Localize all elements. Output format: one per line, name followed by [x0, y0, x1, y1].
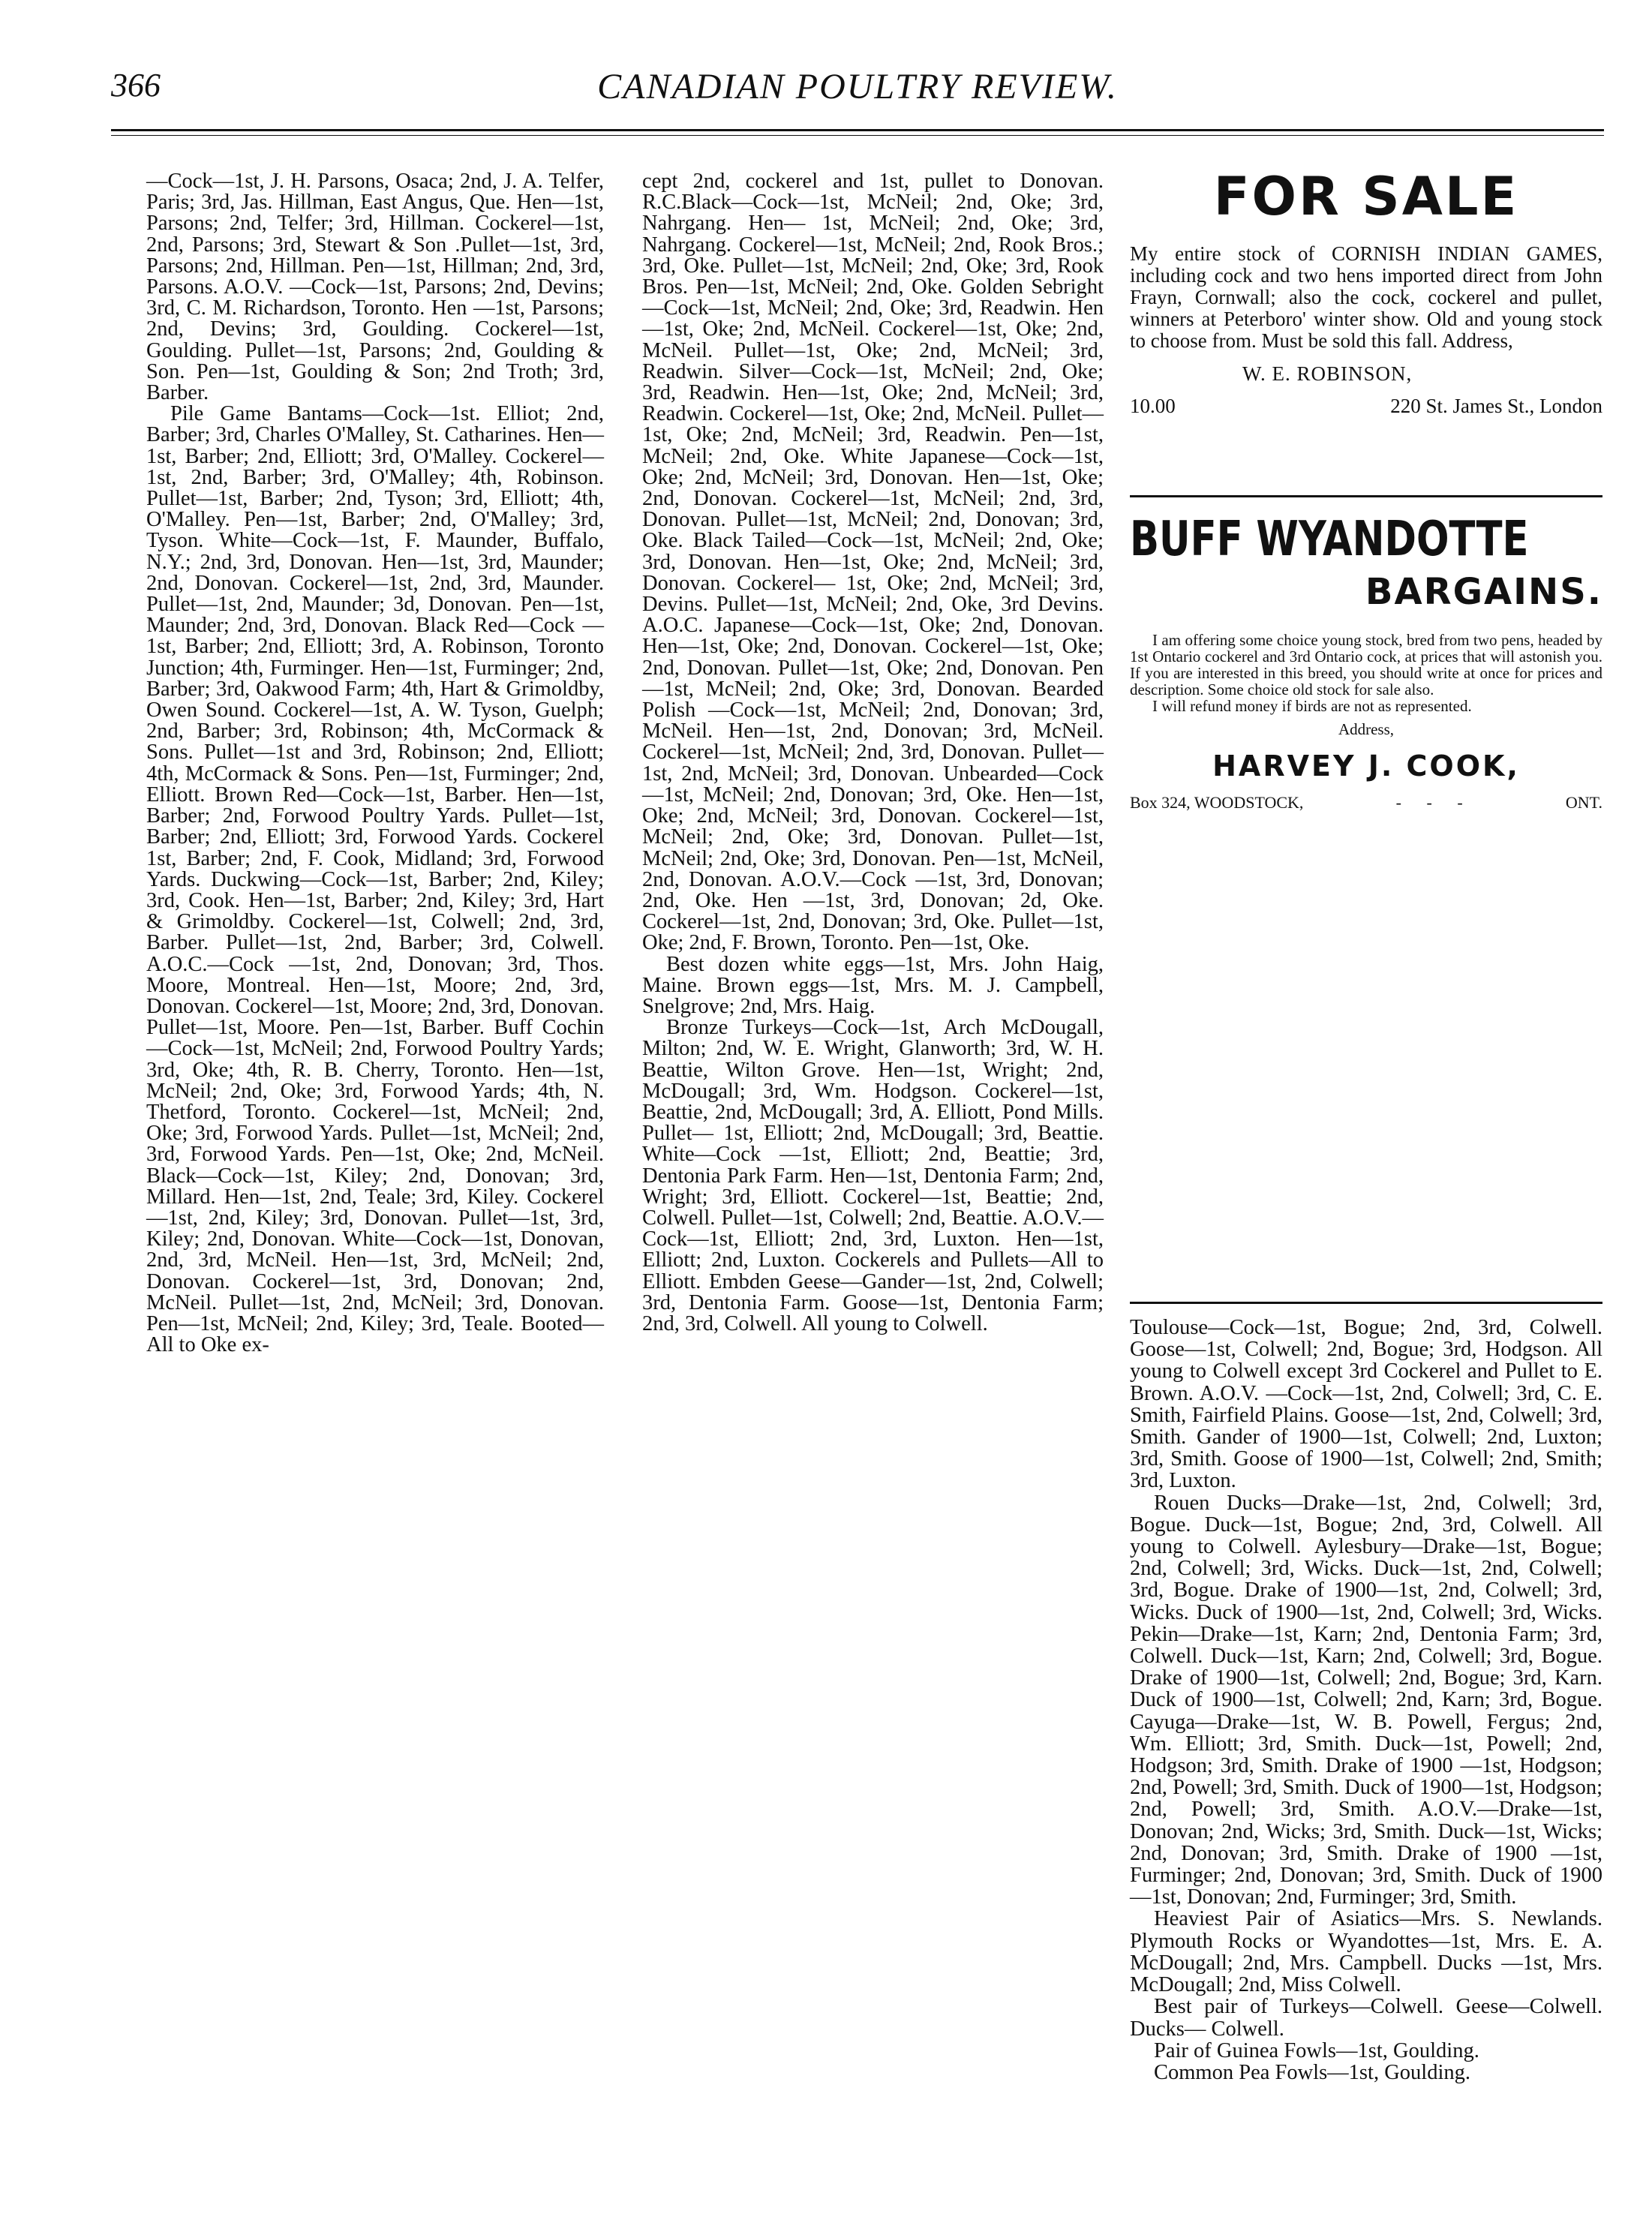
for-sale-advertisement: [1130, 167, 1602, 418]
column-1: [146, 171, 604, 1356]
page-header: [111, 66, 1604, 119]
paragraph: Pile Game Bantams—Cock—1st. Elliot; 2nd, Barber; 3rd, Charles O'Malley, St. Catharines. Hen—1st, Barber; 2nd, Elliott; 3rd, O'Malley. Cockerel—1st, 2nd, Barber; 3rd, O'Malley; 4th, Robinson. Pullet—1st, Barber; 2nd, Tyson; 3rd, Elliott; 4th, O'Malley. Pen—1st, Barber; 2nd, O'Malley; 3rd, Tyson. White—Cock—1st, F. Maunder, Buffalo, N.Y.; 2nd, 3rd, Donovan. Hen—1st, 3rd, Maunder; 2nd, Donovan. Cockerel—1st, 2nd, 3rd, Maunder. Pullet—1st, 2nd, Maunder; 3d, Donovan. Pen—1st, Maunder; 2nd, 3rd, Donovan. Black Red—Cock —1st, Barber; 2nd, Elliott; 3rd, A. Robinson, Toronto Junction; 4th, Furminger. Hen—1st, Furminger; 2nd, Barber; 3rd, Oakwood Farm; 4th, Hart & Grimoldby, Owen Sound. Cockerel—1st, A. W. Tyson, Guelph; 2nd, Barber; 3rd, Robinson; 4th, McCormack & Sons. Pullet—1st and 3rd, Robinson; 2nd, Elliott; 4th, McCormack & Sons. Pen—1st, Furminger; 2nd, Elliott. Brown Red—Cock—1st, Barber. Hen—1st, Barber; 2nd, Forwood Poultry Yards. Pullet—1st, Barber; 2nd, Elliott; 3rd, Forwood Yards. Cockerel 1st, Barber; 2nd, F. Cook, Midland; 3rd, Forwood Yards. Duckwing—Cock—1st, Barber; 2nd, Kiley; 3rd, Cook. Hen—1st, Barber; 2nd, Kiley; 3rd, Hart & Grimoldby. Cockerel—1st, Colwell; 2nd, 3rd, Barber. Pullet—1st, 2nd, Barber; 3rd, Colwell. A.O.C.—Cock —1st, 2nd, Donovan; 3rd, Thos. Moore, Montreal. Hen—1st, Moore; 2nd, 3rd, Donovan. Cockerel—1st, Moore; 2nd, 3rd, Donovan. Pullet—1st, Moore. Pen—1st, Barber. Buff Cochin—Cock—1st, McNeil; 2nd, Forwood Poultry Yards; 3rd, Oke; 4th, R. B. Cherry, Toronto. Hen—1st, McNeil; 2nd, Oke; 3rd, Forwood Yards; 4th, N. Thetford, Toronto. Cockerel—1st, McNeil; 2nd, Oke; 3rd, Forwood Yards. Pullet—1st, McNeil; 2nd, 3rd, Forwood Yards. Pen—1st, Oke; 2nd, McNeil. Black—Cock—1st, Kiley; 2nd, Donovan; 3rd, Millard. Hen—1st, 2nd, Teale; 3rd, Kiley. Cockerel—1st, 2nd, Kiley; 3rd, Donovan. Pullet—1st, 3rd, Kiley; 2nd, Donovan. White—Cock—1st, Donovan, 2nd, 3rd, McNeil. Hen—1st, 3rd, McNeil; 2nd, Donovan. Cockerel—1st, 3rd, Donovan; 2nd, McNeil. Pullet—1st, 2nd, McNeil; 3rd, Donovan. Pen—1st, McNeil; 2nd, Kiley; 3rd, Teale. Booted—All to Oke ex-: [146, 402, 604, 1357]
column-3: [1130, 1317, 1602, 2083]
ad-paragraph: I will refund money if birds are not as represented.: [1152, 697, 1472, 715]
ad-dashes: - - -: [1395, 793, 1473, 812]
ad-price: 10.00: [1130, 395, 1176, 417]
paragraph: Heaviest Pair of Asiatics—Mrs. S. Newlands. Plymouth Rocks or Wyandottes—1st, Mrs. E. A. McDougall; 2nd, Mrs. Campbell. Ducks —1st, Mrs. McDougall; 2nd, Miss Colwell.: [1130, 1907, 1602, 1997]
paragraph: Pair of Guinea Fowls—1st, Goulding.: [1154, 2038, 1479, 2062]
ad-title: FOR SALE: [1213, 166, 1519, 227]
buff-wyandotte-advertisement: [1130, 513, 1602, 813]
ad-province: ONT.: [1565, 793, 1602, 812]
ad-body: [1130, 632, 1602, 714]
paragraph: Rouen Ducks—Drake—1st, 2nd, Colwell; 3rd, Bogue. Duck—1st, Bogue; 2nd, 3rd, Colwell. All young to Colwell. Aylesbury—Drake—1st, Bogue; 2nd, Colwell; 3rd, Wicks. Duck—1st, 2nd, Colwell; 3rd, Bogue. Drake of 1900—1st, 2nd, Colwell; 3rd, Wicks. Duck of 1900—1st, 2nd, Colwell; 3rd, Wicks. Pekin—Drake—1st, Karn; 2nd, Dentonia Farm; 3rd, Colwell. Duck—1st, Karn; 2nd, Colwell; 3rd, Bogue. Drake of 1900—1st, Colwell; 2nd, Bogue; 3rd, Karn. Duck of 1900—1st, Colwell; 2nd, Karn; 3rd, Bogue. Cayuga—Drake—1st, W. B. Powell, Fergus; 2nd, Wm. Elliott; 3rd, Smith. Duck—1st, Powell; 2nd, Hodgson; 3rd, Smith. Drake of 1900 —1st, Hodgson; 2nd, Powell; 3rd, Smith. Duck of 1900—1st, Hodgson; 2nd, Powell; 3rd, Smith. A.O.V.—Drake—1st, Donovan; 2nd, Wicks; 3rd, Smith. Duck—1st, Wicks; 2nd, Donovan; 3rd, Smith. Drake of 1900 —1st, Furminger; 2nd, Donovan; 3rd, Smith. Duck of 1900—1st, Donovan; 2nd, Furminger; 3rd, Smith.: [1130, 1491, 1602, 1909]
ad-signature: W. E. ROBINSON,: [1242, 362, 1413, 385]
ad-footer: [1130, 793, 1602, 813]
ad-address-label: Address,: [1338, 720, 1395, 738]
running-title: CANADIAN POULTRY REVIEW.: [597, 67, 1118, 107]
paragraph: Bronze Turkeys—Cock—1st, Arch McDougall, Milton; 2nd, W. E. Wright, Glanworth; 3rd, W. H. Beattie, Wilton Grove. Hen—1st, Wright; 2nd, McDougall; 3rd, Wm. Hodgson. Cockerel—1st, Beattie, 2nd, McDougall; 3rd, A. Elliott, Pond Mills. Pullet— 1st, Elliott; 2nd, McDougall; 3rd, Beattie. White—Cock —1st, Elliott; 2nd, Beattie; 3rd, Dentonia Park Farm. Hen—1st, Dentonia Farm; 2nd, Wright; 3rd, Elliott. Cockerel—1st, Beattie; 2nd, Colwell. Pullet—1st, Colwell; 2nd, Beattie. A.O.V.—Cock—1st, Elliott; 2nd, 3rd, Luxton. Hen—1st, Elliott; 2nd, Luxton. Cockerels and Pullets—All to Elliott. Embden Geese—Gander—1st, 2nd, Colwell; 3rd, Dentonia Farm. Goose—1st, Dentonia Farm; 2nd, 3rd, Colwell. All young to Colwell.: [642, 1016, 1104, 1335]
ad-advertiser-name: HARVEY J. COOK,: [1212, 750, 1520, 783]
ad-address: 220 St. James St., London: [1390, 395, 1602, 417]
paragraph: Toulouse—Cock—1st, Bogue; 2nd, 3rd, Colwell. Goose—1st, Colwell; 2nd, Bogue; 3rd, Hodgson. All young to Colwell except 3rd Cockerel and Pullet to E. Brown. A.O.V. —Cock—1st, 2nd, Colwell; 3rd, C. E. Smith, Fairfield Plains. Goose—1st, 2nd, Colwell; 3rd, Smith. Gander of 1900—1st, Colwell; 2nd, Luxton; 3rd, Smith. Goose of 1900—1st, Colwell; 2nd, Smith; 3rd, Luxton.: [1130, 1316, 1602, 1493]
paragraph: Best pair of Turkeys—Colwell. Geese—Colwell. Ducks— Colwell.: [1130, 1995, 1602, 2041]
paragraph: Best dozen white eggs—1st, Mrs. John Haig, Maine. Brown eggs—1st, Mrs. M. J. Campbell, Snelgrove; 2nd, Mrs. Haig.: [642, 952, 1104, 1018]
ad-paragraph: I am offering some choice young stock, bred from two pens, headed by 1st Ontario cockerel and 3rd Ontario cock, at prices that will astonish you. If you are interested in this breed, you should write at once for prices and description. Some choice old stock for sale also.: [1130, 631, 1602, 698]
ad-title: BUFF WYANDOTTE: [1130, 512, 1529, 567]
ad-footer: [1130, 395, 1602, 418]
paragraph: —Cock—1st, J. H. Parsons, Osaca; 2nd, J. A. Telfer, Paris; 3rd, Jas. Hillman, East Angus, Que. Hen—1st, Parsons; 2nd, Telfer; 3rd, Hillman. Cockerel—1st, 2nd, Parsons; 3rd, Stewart & Son .Pullet—1st, 3rd, Parsons; 2nd, Hillman. Pen—1st, Hillman; 2nd, 3rd, Parsons. A.O.V. —Cock—1st, Parsons; 2nd, Devins; 3rd, C. M. Richardson, Toronto. Hen —1st, Parsons; 2nd, Devins; 3rd, Goulding. Cockerel—1st, Goulding. Pullet—1st, Parsons; 2nd, Goulding & Son. Pen—1st, Goulding & Son; 2nd Troth; 3rd, Barber.: [146, 170, 604, 405]
ad-divider: [1130, 1302, 1602, 1304]
header-rule-thin: [111, 135, 1604, 136]
paragraph: cept 2nd, cockerel and 1st, pullet to Donovan. R.C.Black—Cock—1st, McNeil; 2nd, Oke; 3rd, Nahrgang. Hen— 1st, McNeil; 2nd, Oke; 3rd, Nahrgang. Cockerel—1st, McNeil; 2nd, Rook Bros.; 3rd, Oke. Pullet—1st, McNeil; 2nd, Oke; 3rd, Rook Bros. Pen—1st, McNeil; 2nd, Oke. Golden Sebright—Cock—1st, McNeil; 2nd, Oke; 3rd, Readwin. Hen—1st, Oke; 2nd, McNeil. Cockerel—1st, Oke; 2nd, McNeil. Pullet—1st, Oke; 2nd, McNeil; 3rd, Readwin. Silver—Cock—1st, McNeil; 2nd, Oke; 3rd, Readwin. Hen—1st, Oke; 2nd, McNeil; 3rd, Readwin. Cockerel—1st, Oke; 2nd, McNeil. Pullet—1st, Oke; 2nd, McNeil; 3rd, Readwin. Pen—1st, McNeil; 2nd, Oke. White Japanese—Cock—1st, Oke; 2nd, McNeil; 3rd, Donovan. Hen—1st, Oke; 2nd, Donovan. Cockerel—1st, McNeil; 2nd, 3rd, Donovan. Pullet—1st, McNeil; 2nd, Donovan; 3rd, Oke. Black Tailed—Cock—1st, McNeil; 2nd, Oke; 3rd, Donovan. Hen—1st, Oke; 2nd, McNeil; 3rd, Donovan. Cockerel— 1st, Oke; 2nd, McNeil; 3rd, Devins. Pullet—1st, McNeil; 2nd, Oke, 3rd Devins. A.O.C. Japanese—Cock—1st, Oke; 2nd, Donovan. Hen—1st, Oke; 2nd, Donovan. Cockerel—1st, Oke; 2nd, Donovan. Pullet—1st, Oke; 2nd, Donovan. Pen—1st, McNeil; 2nd, Oke; 3rd, Donovan. Bearded Polish —Cock—1st, McNeil; 2nd, Donovan; 3rd, McNeil. Hen—1st, 2nd, Donovan; 3rd, McNeil. Cockerel—1st, McNeil; 2nd, 3rd, Donovan. Pullet—1st, 2nd, McNeil; 3rd, Donovan. Unbearded—Cock—1st, McNeil; 2nd, Donovan; 3rd, Oke. Hen—1st, Oke; 2nd, McNeil; 3rd, Donovan. Cockerel—1st, McNeil; 2nd, Oke; 3rd, Donovan. Pullet—1st, McNeil; 2nd, Oke; 3rd, Donovan. Pen—1st, McNeil, 2nd, Donovan. A.O.V.—Cock —1st, 3rd, Donovan; 2nd, Oke. Hen —1st, 3rd, Donovan; 2d, Oke. Cockerel—1st, 2nd, Donovan; 3rd, Oke. Pullet—1st, Oke; 2nd, F. Brown, Toronto. Pen—1st, Oke.: [642, 170, 1104, 955]
ad-subtitle: BARGAINS.: [1365, 571, 1602, 613]
header-rule: [111, 129, 1604, 131]
column-2: [642, 171, 1104, 1335]
page-number: 366: [111, 67, 161, 104]
ad-box: Box 324, WOODSTOCK,: [1130, 793, 1304, 812]
ad-body: My entire stock of CORNISH INDIAN GAMES, including cock and two hens imported direct from John Frayn, Cornwall; also the cock, cockerel and pullet, winners at Peterboro' winter show. Old and young stock to choose from. Must be sold this fall. Address,: [1130, 242, 1602, 352]
ad-divider: [1130, 495, 1602, 497]
paragraph: Common Pea Fowls—1st, Goulding.: [1154, 2060, 1470, 2084]
